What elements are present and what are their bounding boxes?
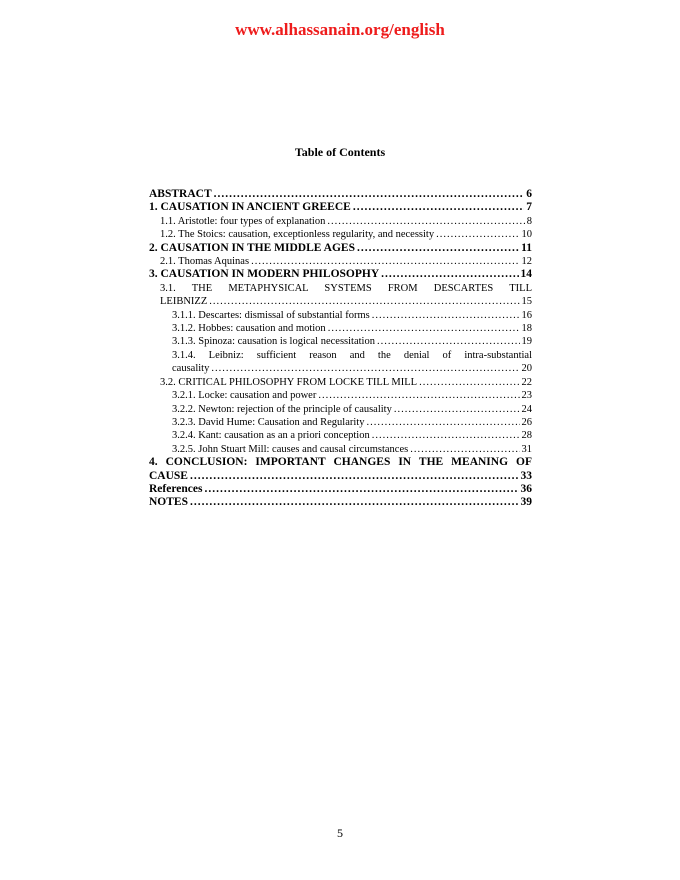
- leader-dots: [381, 268, 518, 281]
- toc-entry-label: 3.2.2. Newton: rejection of the principle of causality: [172, 403, 392, 415]
- toc-entry-page: 28: [521, 430, 532, 442]
- toc-entry-section-3-1-4[interactable]: [149, 362, 532, 375]
- toc-entry-label: 3.2.4. Kant: causation as an a priori conception: [172, 430, 370, 442]
- toc-entry-section-1-2[interactable]: [149, 228, 532, 241]
- leader-dots: [211, 362, 519, 375]
- toc-entry-page: 22: [521, 376, 532, 388]
- toc-entry-page: 24: [521, 403, 532, 415]
- toc-entry-label: 3. CAUSATION IN MODERN PHILOSOPHY: [149, 268, 380, 281]
- toc-entry-page: 23: [521, 390, 532, 402]
- toc-entry-label: CAUSE: [149, 469, 188, 482]
- toc-entry-page: 10: [521, 229, 532, 241]
- leader-dots: [353, 201, 524, 214]
- toc-entry-label: 3.1.2. Hobbes: causation and motion: [172, 323, 326, 335]
- leader-dots: [372, 309, 520, 322]
- toc-entry-section-4[interactable]: [149, 470, 532, 483]
- leader-dots: [318, 389, 519, 402]
- toc-entry-page: 14: [520, 268, 532, 281]
- toc-entry-section-3-1-line1[interactable]: 3.1. THE METAPHYSICAL SYSTEMS FROM DESCARTES TILL: [160, 282, 532, 294]
- leader-dots: [394, 403, 520, 416]
- toc-entry-section-3-2-3[interactable]: [149, 416, 532, 429]
- leader-dots: [209, 295, 519, 308]
- toc-entry-label: LEIBNIZZ: [160, 296, 208, 308]
- toc-entry-page: 12: [521, 256, 532, 268]
- leader-dots: [357, 242, 519, 255]
- toc-entry-section-3-2-1[interactable]: [149, 389, 532, 402]
- toc-entry-page: 8: [526, 215, 532, 227]
- toc-entry-label: 2.1. Thomas Aquinas: [160, 256, 250, 268]
- toc-entry-section-3-1-1[interactable]: [149, 309, 532, 322]
- leader-dots: [214, 188, 525, 201]
- site-url-header[interactable]: www.alhassanain.org/english: [235, 20, 445, 39]
- toc-entry-section-3-1-4-line1[interactable]: 3.1.4. Leibniz: sufficient reason and the denial of intra-substantial: [172, 349, 532, 361]
- toc-entry-page: 20: [521, 363, 532, 375]
- leader-dots: [377, 335, 520, 348]
- toc-entry-page: 7: [526, 201, 532, 214]
- toc-entry-section-4-line1[interactable]: 4. CONCLUSION: IMPORTANT CHANGES IN THE MEANING OF: [149, 456, 532, 469]
- leader-dots: [436, 228, 519, 241]
- toc-entry-label: 1. CAUSATION IN ANCIENT GREECE: [149, 201, 351, 214]
- toc-entry-page: 18: [521, 323, 532, 335]
- leader-dots: [251, 255, 519, 268]
- leader-dots: [327, 215, 524, 228]
- leader-dots: [366, 416, 519, 429]
- toc-entry-label: causality: [172, 363, 210, 375]
- toc-entry-label: 2. CAUSATION IN THE MIDDLE AGES: [149, 241, 355, 254]
- toc-entry-label: 3.2.3. David Hume: Causation and Regularity: [172, 416, 365, 428]
- toc-entry-section-3-2-4[interactable]: [149, 429, 532, 442]
- toc-entry-section-3-1[interactable]: [149, 295, 532, 308]
- toc-entry-page: 39: [520, 496, 532, 509]
- toc-entry-section-3-2[interactable]: [149, 376, 532, 389]
- toc-entry-label: 3.1.1. Descartes: dismissal of substantial forms: [172, 309, 370, 321]
- toc-entry-page: 11: [521, 241, 532, 254]
- toc-entry-section-3-2-5[interactable]: [149, 443, 532, 456]
- toc-entry-section-1[interactable]: [149, 201, 532, 214]
- toc-entry-label: NOTES: [149, 496, 188, 509]
- toc-entry-section-2[interactable]: [149, 242, 532, 255]
- toc-entry-label: References: [149, 482, 203, 495]
- toc-entry-page: 19: [521, 336, 532, 348]
- leader-dots: [419, 376, 519, 389]
- leader-dots: [190, 496, 519, 509]
- toc-entry-page: 36: [520, 482, 532, 495]
- toc-entry-abstract[interactable]: [149, 188, 532, 201]
- toc-entry-page: 16: [521, 309, 532, 321]
- toc-title: Table of Contents: [294, 145, 386, 159]
- toc-entry-page: 31: [521, 443, 532, 455]
- toc-entry-label: 3.2. CRITICAL PHILOSOPHY FROM LOCKE TILL MILL: [160, 376, 418, 388]
- toc-entry-section-1-1[interactable]: [149, 215, 532, 228]
- toc-entry-section-3-1-3[interactable]: [149, 335, 532, 348]
- leader-dots: [190, 470, 519, 483]
- toc-entry-page: 15: [521, 296, 532, 308]
- leader-dots: [328, 322, 520, 335]
- toc-entry-page: 26: [521, 416, 532, 428]
- leader-dots: [410, 443, 519, 456]
- toc-entry-label: ABSTRACT: [149, 188, 212, 200]
- toc-entry-page: 33: [520, 469, 532, 482]
- toc-entry-section-2-1[interactable]: [149, 255, 532, 268]
- toc-entry-label: 3.2.1. Locke: causation and power: [172, 390, 317, 402]
- toc-entry-label: 1.2. The Stoics: causation, exceptionless regularity, and necessity: [160, 229, 435, 241]
- toc-entry-section-3-2-2[interactable]: [149, 403, 532, 416]
- toc-entry-label: 3.1.3. Spinoza: causation is logical necessitation: [172, 336, 375, 348]
- toc-entry-section-3-1-2[interactable]: [149, 322, 532, 335]
- page-number: 5: [337, 826, 343, 840]
- toc-entry-page: 6: [526, 188, 532, 200]
- table-of-contents: [149, 188, 532, 510]
- leader-dots: [204, 483, 518, 496]
- toc-entry-references[interactable]: [149, 483, 532, 496]
- toc-entry-section-3[interactable]: [149, 268, 532, 281]
- toc-entry-notes[interactable]: [149, 496, 532, 509]
- leader-dots: [372, 429, 520, 442]
- toc-entry-label: 3.2.5. John Stuart Mill: causes and causal circumstances: [172, 443, 409, 455]
- toc-entry-label: 1.1. Aristotle: four types of explanation: [160, 215, 326, 227]
